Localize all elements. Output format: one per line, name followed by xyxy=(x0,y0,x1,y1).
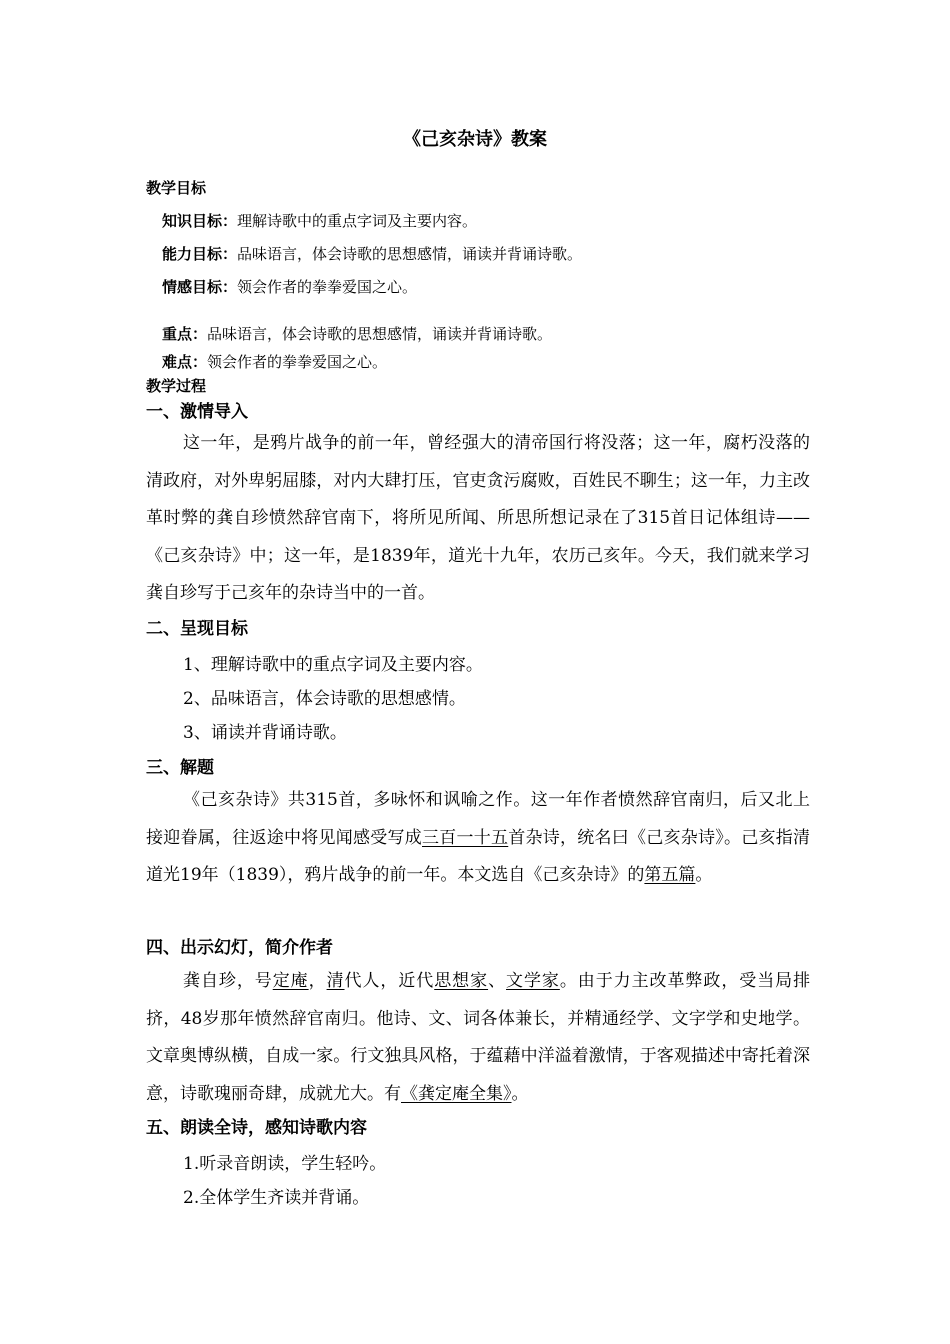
difficulty-text: 领会作者的拳拳爱国之心。 xyxy=(207,353,388,371)
section4-link-dingan[interactable]: 定庵 xyxy=(272,971,309,991)
ability-text: 品味语言，体会诗歌的思想感情，诵读并背诵诗歌。 xyxy=(237,245,583,263)
section3-heading: 三、解题 xyxy=(146,758,214,778)
difficulty-point xyxy=(162,352,387,372)
section1-paragraph: 这一年，是鸦片战争的前一年，曾经强大的清帝国行将没落；这一年，腐朽没落的清政府，对外卑躬屈膝，对内大肆打压，官吏贪污腐败，百姓民不聊生；这一年，力主改革时弊的龚自珍愤然辞官南下，将所见所闻、所思所想记录在了315首日记体组诗——《己亥杂诗》中；这一年，是1839年，道光十九年，农历己亥年。今天，我们就来学习龚自珍写于己亥年的杂诗当中的一首。 xyxy=(146,433,810,603)
key-point xyxy=(162,324,552,344)
process-heading: 教学过程 xyxy=(146,377,207,395)
section4-link-writer[interactable]: 文学家 xyxy=(506,971,560,991)
ability-label: 能力目标： xyxy=(162,245,238,263)
section5-item-2: 2.全体学生齐读并背诵。 xyxy=(183,1188,370,1208)
section2-heading: 二、呈现目标 xyxy=(146,619,248,639)
section4-link-collected-works[interactable]: 《龚定庵全集》 xyxy=(401,1083,512,1104)
section4-text-2: ， xyxy=(308,971,327,991)
section4-heading: 四、出示幻灯，简介作者 xyxy=(146,938,333,958)
knowledge-text: 理解诗歌中的重点字词及主要内容。 xyxy=(237,212,478,230)
key-text: 品味语言，体会诗歌的思想感情，诵读并背诵诗歌。 xyxy=(207,325,553,343)
document-title: 《己亥杂诗》教案 xyxy=(403,129,547,150)
difficulty-label: 难点： xyxy=(162,353,208,371)
section4-text-3: 代人，近代 xyxy=(344,971,435,991)
ability-objective xyxy=(162,244,582,264)
key-label: 重点： xyxy=(162,325,208,343)
section1-heading: 一、激情导入 xyxy=(146,402,248,422)
section3-paragraph xyxy=(146,782,810,895)
section2-item-1: 1、理解诗歌中的重点字词及主要内容。 xyxy=(183,655,483,675)
section3-text-3: 。 xyxy=(695,865,713,885)
knowledge-objective xyxy=(162,211,477,231)
section3-text-2: 首杂诗，统名曰《己亥杂诗》。己亥指清道光19年（1839），鸦片战争的前一年。本文选自《己亥杂诗》的 xyxy=(146,827,810,885)
emotion-text: 领会作者的拳拳爱国之心。 xyxy=(237,278,418,296)
section3-text-1: 《己亥杂诗》共315首，多咏怀和讽喻之作。这一年作者愤然辞官南归，后又北上接迎眷属，往返途中将见闻感受写成 xyxy=(146,790,810,848)
section4-paragraph xyxy=(146,963,810,1113)
objectives-heading: 教学目标 xyxy=(146,179,207,197)
section4-text-5: 。由于力主改革弊政，受当局排挤，48岁那年愤然辞官南归。他诗、文、词各体兼长，并精通经学、文字学和史地学。文章奥博纵横，自成一家。行文独具风格，于蕴藉中洋溢着激情，于客观描述中寄托着深意，诗歌瑰丽奇肆，成就尤大。有 xyxy=(146,971,811,1104)
section3-link-fifth[interactable]: 第五篇 xyxy=(644,865,696,885)
emotion-objective xyxy=(162,277,417,297)
emotion-label: 情感目标： xyxy=(162,278,238,296)
section4-text-6: 。 xyxy=(511,1083,529,1104)
section4-text-1: 龚自珍，号 xyxy=(183,971,273,991)
knowledge-label: 知识目标： xyxy=(162,212,238,230)
section2-item-3: 3、诵读并背诵诗歌。 xyxy=(183,723,347,743)
section5-heading: 五、朗读全诗，感知诗歌内容 xyxy=(146,1118,367,1138)
section4-text-4: 、 xyxy=(488,971,507,991)
section2-item-2: 2、品味语言，体会诗歌的思想感情。 xyxy=(183,689,466,709)
section5-item-1: 1.听录音朗读，学生轻吟。 xyxy=(183,1154,387,1174)
section4-link-qing[interactable]: 清 xyxy=(326,971,345,991)
section4-link-thinker[interactable]: 思想家 xyxy=(434,971,489,991)
section3-link-count[interactable]: 三百一十五 xyxy=(422,827,509,848)
